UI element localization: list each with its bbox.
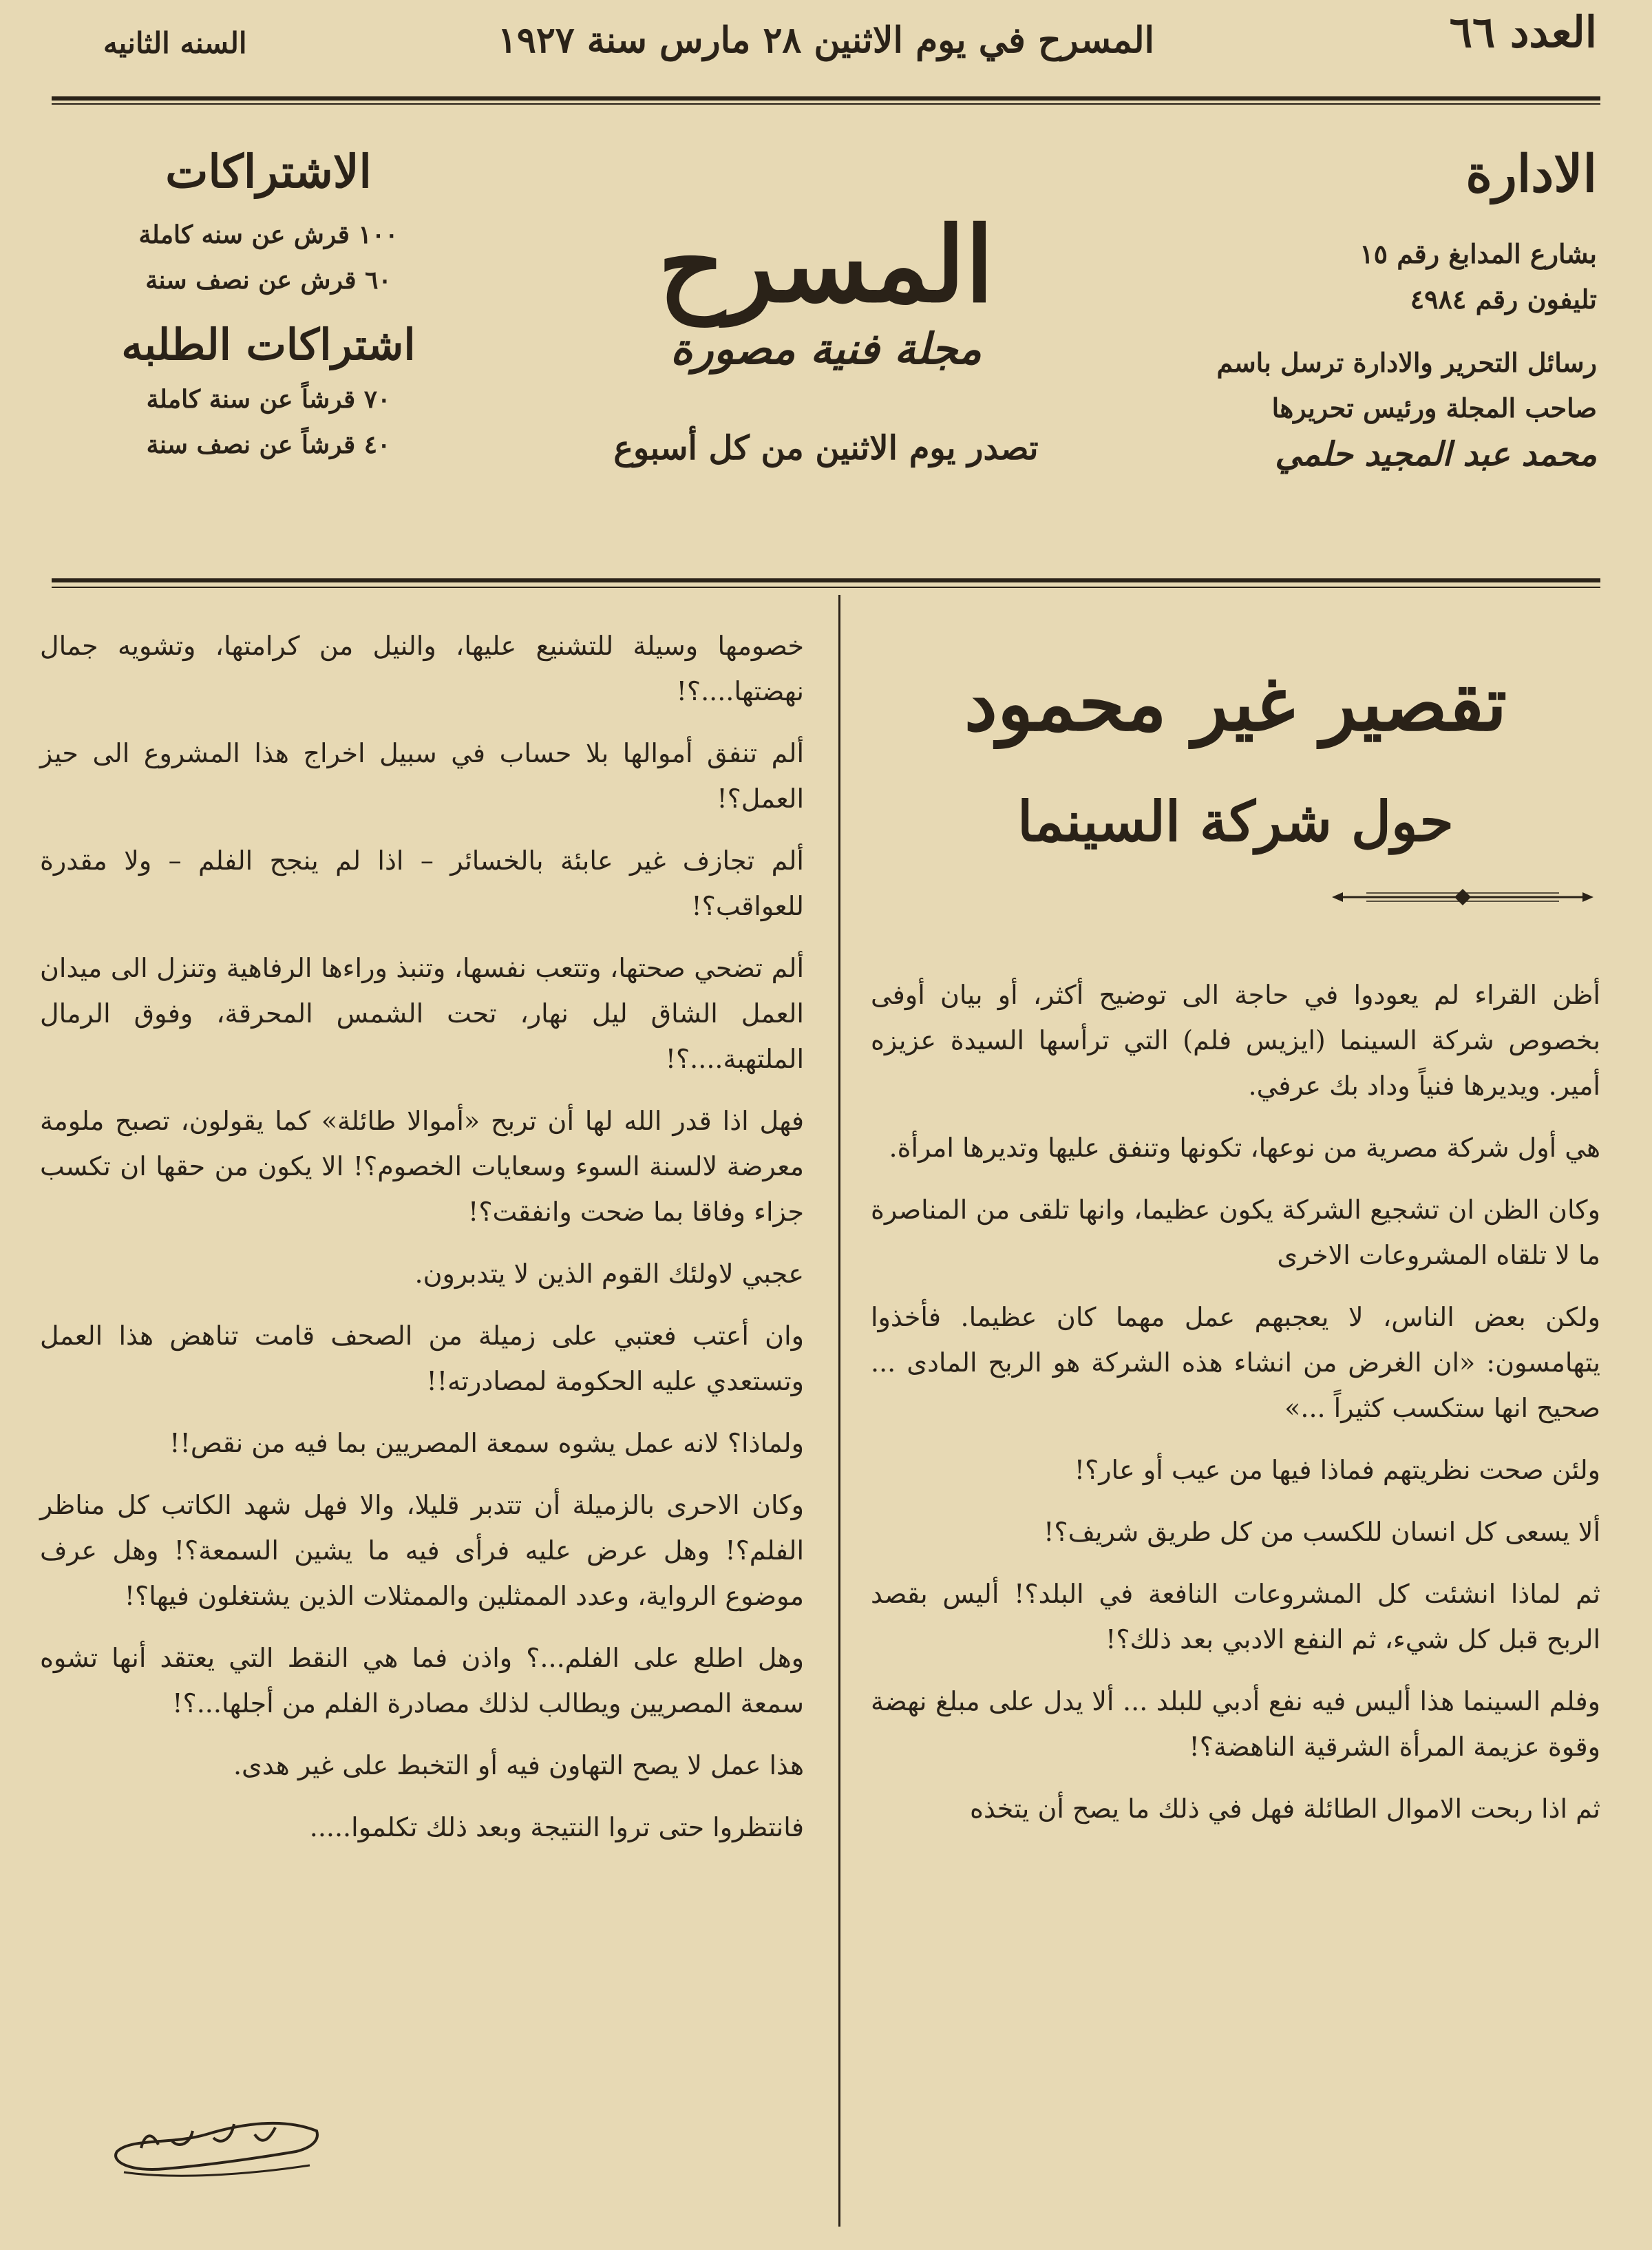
admin-note-1: رسائل التحرير والادارة ترسل باسم [1216, 347, 1597, 378]
issue-number: العدد ٦٦ [1449, 7, 1597, 57]
right-paragraph-8: وفلم السينما هذا أليس فيه نفع أدبي للبلد ... ألا يدل على مبلغ نهضة وقوة عزيمة المرأة الشرقية الناهضة؟! [871, 1686, 1600, 1762]
handwritten-signature-icon [103, 2103, 330, 2186]
subscription-line-2: ٦٠ قرش عن نصف سنة [145, 266, 392, 295]
subscription-line-4: ٤٠ قرشاً عن نصف سنة [146, 430, 391, 459]
left-paragraph-11: هذا عمل لا يصح التهاون فيه أو التخبط على غير هدى. [233, 1750, 804, 1780]
date-line: المسرح في يوم الاثنين ٢٨ مارس سنة ١٩٢٧ [497, 19, 1154, 61]
left-paragraph-4: ألم تضحي صحتها، وتتعب نفسها، وتنبذ وراءها الرفاهية وتنزل الى ميدان العمل الشاق ليل نهار، تحت الشمس المحرقة، وفوق الرمال الملتهبة....؟! [40, 953, 804, 1074]
masthead-subtitle: مجلة فنية مصورة [670, 324, 982, 374]
masthead [585, 204, 1067, 467]
left-paragraph-12: فانتظروا حتى تروا النتيجة وبعد ذلك تكلموا..... [309, 1812, 804, 1842]
left-paragraph-5: فهل اذا قدر الله لها أن تربح «أموالا طائلة» كما يقولون، تصبح ملومة معرضة لالسنة السوء وسعايات الخصوم؟! الا يكون من حقها ان تكسب جزاء وفاقا بما ضحت وانفقت؟! [40, 1106, 804, 1227]
left-paragraph-9: وكان الاحرى بالزميلة أن تتدبر قليلا، والا فهل شهد الكاتب كل مناظر الفلم؟! وهل عرض عليه فرأى فيه ما يشين السمعة؟! وهل عرف موضوع الرواية، وعدد الممثلين والممثلات الذين يشتغلون فيها؟! [40, 1490, 804, 1611]
right-paragraph-1: أظن القراء لم يعودوا في حاجة الى توضيح أكثر، أو بيان أوفى بخصوص شركة السينما (ايزيس فلم) التي ترأسها السيدة عزيزه أمير. ويديرها فنياً وداد بك عرفي. [871, 980, 1600, 1101]
admin-title: الادارة [1465, 145, 1597, 204]
left-paragraph-10: وهل اطلع على الفلم...؟ واذن فما هي النقط التي يعتقد أنها تشوه سمعة المصريين ويطالب لذلك مصادرة الفلم من أجلها...؟! [40, 1643, 804, 1718]
volume-year: السنه الثانيه [103, 26, 247, 60]
article-right-column [871, 661, 1600, 1848]
top-rule-thin [52, 103, 1600, 105]
right-paragraph-9: ثم اذا ربحت الاموال الطائلة فهل في ذلك ما يصح أن يتخذه [969, 1794, 1600, 1824]
right-paragraph-3: وكان الظن ان تشجيع الشركة يكون عظيما، وانها تلقى من المناصرة ما لا تلقاه المشروعات الاخرى [871, 1195, 1600, 1270]
header-bottom-rule [52, 578, 1600, 582]
left-paragraphs [40, 623, 804, 1850]
left-paragraph-3: ألم تجازف غير عابئة بالخسائر – اذا لم ينجح الفلم – ولا مقدرة للعواقب؟! [40, 845, 804, 921]
subscription-line-3: ٧٠ قرشاً عن سنة كاملة [146, 385, 391, 414]
right-paragraphs [871, 972, 1600, 1831]
article-left-column [40, 623, 804, 1867]
left-paragraph-8: ولماذا؟ لانه عمل يشوه سمعة المصريين بما فيه من نقص!! [169, 1428, 804, 1458]
subscriptions-box [55, 145, 482, 467]
student-subscriptions-title: اشتراكات الطلبه [121, 319, 416, 370]
left-paragraph-2: ألم تنفق أموالها بلا حساب في سبيل اخراج هذا المشروع الى حيز العمل؟! [40, 738, 804, 814]
left-paragraph-1: خصومها وسيلة للتشنيع عليها، والنيل من كرامتها، وتشويه جمال نهضتها....؟! [40, 631, 804, 706]
right-paragraph-6: ألا يسعى كل انسان للكسب من كل طريق شريف؟! [1044, 1517, 1600, 1547]
left-paragraph-7: وان أعتب فعتبي على زميلة من الصحف قامت تناهض هذا العمل وتستعدي عليه الحكومة لمصادرته!! [40, 1321, 805, 1396]
ornament-divider-icon [1325, 887, 1600, 907]
right-paragraph-2: هي أول شركة مصرية من نوعها، تكونها وتنفق عليها وتديرها امرأة. [889, 1133, 1600, 1163]
right-paragraph-7: ثم لماذا انشئت كل المشروعات النافعة في البلد؟! أليس بقصد الربح قبل كل شيء، ثم النفع الادبي بعد ذلك؟! [871, 1579, 1600, 1654]
masthead-logo: المسرح [658, 204, 994, 326]
subscriptions-title: الاشتراكات [165, 145, 372, 198]
owner-name: محمد عبد المجيد حلمي [1275, 435, 1597, 474]
top-rule [52, 96, 1600, 101]
article-title: تقصير غير محمود [964, 661, 1507, 748]
admin-box [1156, 145, 1597, 474]
right-paragraph-4: ولكن بعض الناس، لا يعجبهم عمل مهما كان عظيما. فأخذوا يتهامسون: «ان الغرض من انشاء هذه الشركة هو الربح المادى ... صحيح انها ستكسب كثيراً ...» [871, 1302, 1600, 1423]
admin-address: بشارع المدابغ رقم ١٥ [1359, 238, 1597, 269]
column-divider [838, 595, 840, 2227]
admin-note-2: صاحب المجلة ورئيس تحريرها [1271, 392, 1597, 423]
admin-phone: تليفون رقم ٤٩٨٤ [1410, 284, 1597, 315]
subscription-line-1: ١٠٠ قرش عن سنه كاملة [138, 220, 399, 249]
header-bottom-rule-thin [52, 587, 1600, 588]
article-subtitle: حول شركة السينما [1017, 789, 1454, 854]
right-paragraph-5: ولئن صحت نظريتهم فماذا فيها من عيب أو عار؟! [1074, 1455, 1600, 1485]
publication-schedule: تصدر يوم الاثنين من كل أسبوع [613, 429, 1039, 467]
left-paragraph-6: عجبي لاولئك القوم الذين لا يتدبرون. [414, 1259, 804, 1289]
